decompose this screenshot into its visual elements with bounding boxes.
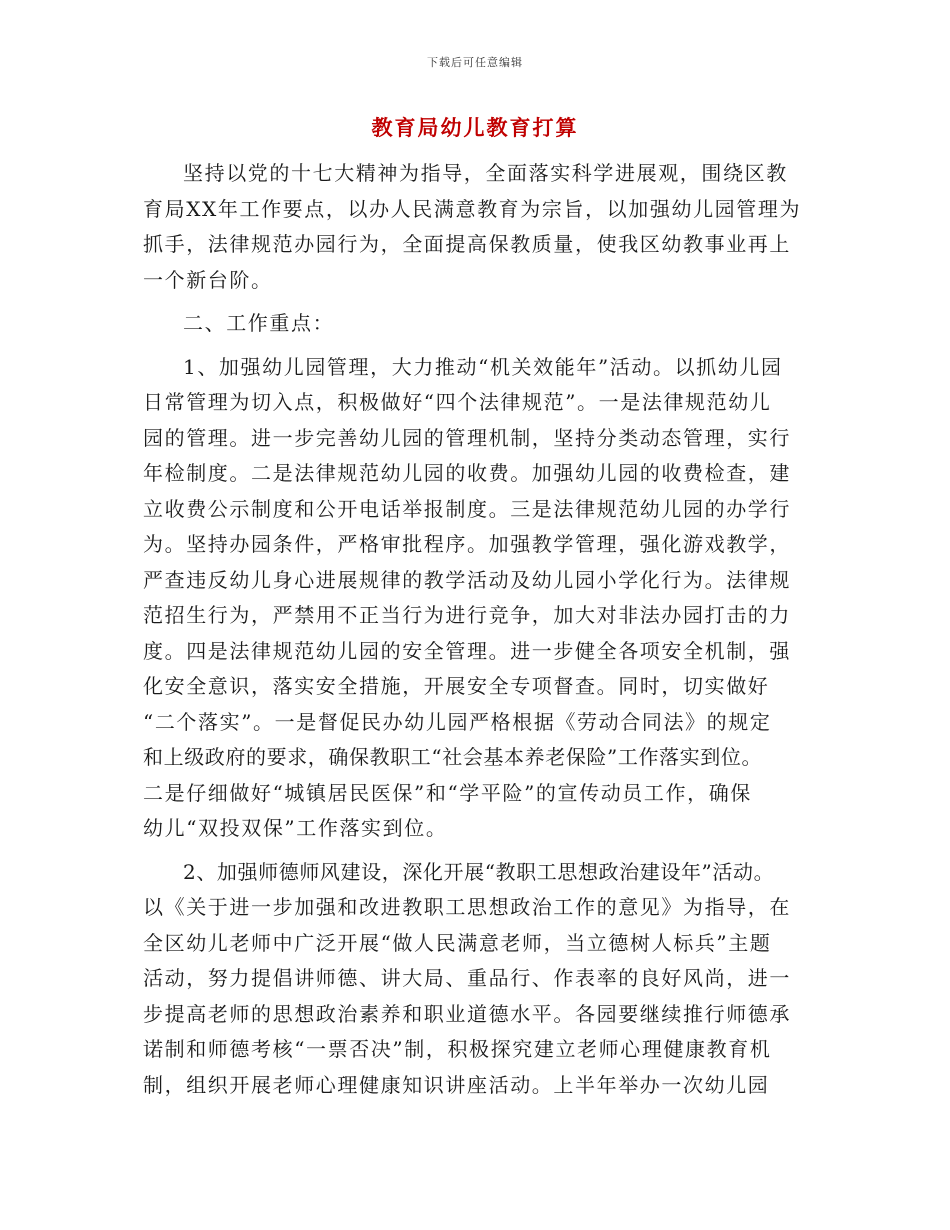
body-line: “二个落实”。一是督促民办幼儿园严格根据《劳动合同法》的规定 [143,709,772,734]
document-title: 教育局幼儿教育打算 [371,115,579,140]
body-line: 2、加强师德师风建设，深化开展“教职工思想政治建设年”活动。 [183,859,775,884]
body-line: 日常管理为切入点，积极做好“四个法律规范”。一是法律规范幼儿 [143,390,772,414]
body-line: 幼儿“双投双保”工作落实到位。 [143,816,448,840]
body-line: 二是仔细做好“城镇居民医保”和“学平险”的宣传动员工作，确保 [143,780,752,805]
body-line: 化安全意识，落实安全措施，开展安全专项督查。同时，切实做好 [143,674,770,698]
body-line: 为。坚持办园条件，严格审批程序。加强教学管理，强化游戏教学， [143,532,791,556]
body-line: 育局XX年工作要点，以办人民满意教育为宗旨，以加强幼儿园管理为 [143,196,802,221]
body-line: 范招生行为，严禁用不正当行为进行竞争，加大对非法办园打击的力 [143,603,791,627]
download-note: 下载后可任意编辑 [427,56,523,69]
body-line: 制，组织开展老师心理健康知识讲座活动。上半年举办一次幼儿园 [143,1072,770,1097]
body-line: 以《关于进一步加强和改进教职工思想政治工作的意见》为指导，在 [143,895,791,919]
body-line: 活动，努力提倡讲师德、讲大局、重品行、作表率的良好风尚，进一 [143,966,791,990]
body-line: 度。四是法律规范幼儿园的安全管理。进一步健全各项安全机制，强 [143,638,791,663]
body-line: 园的管理。进一步完善幼儿园的管理机制，坚持分类动态管理，实行 [143,425,791,450]
body-line: 步提高老师的思想政治素养和职业道德水平。各园要继续推行师德承 [143,1001,791,1026]
body-line: 1、加强幼儿园管理，大力推动“机关效能年”活动。以抓幼儿园 [183,354,783,379]
body-line: 和上级政府的要求，确保教职工“社会基本养老保险”工作落实到位。 [143,745,763,769]
body-line: 年检制度。二是法律规范幼儿园的收费。加强幼儿园的收费检查，建 [143,461,791,485]
body-line: 抓手，法律规范办园行为，全面提高保教质量，使我区幼教事业再上 [143,232,791,256]
body-line: 一个新台阶。 [143,267,273,292]
document-body [143,156,819,1103]
section-heading: 二、工作重点： [183,311,335,335]
body-line: 诺制和师德考核“一票否决”制，积极探究建立老师心理健康教育机 [143,1037,772,1061]
body-line: 严查违反幼儿身心进展规律的教学活动及幼儿园小学化行为。法律规 [143,567,791,592]
body-line: 立收费公示制度和公开电话举报制度。三是法律规范幼儿园的办学行 [143,496,791,521]
body-line: 全区幼儿老师中广泛开展“做人民满意老师，当立德树人标兵”主题 [143,930,772,955]
body-line: 坚持以党的十七大精神为指导，全面落实科学进展观，围绕区教 [183,161,788,185]
